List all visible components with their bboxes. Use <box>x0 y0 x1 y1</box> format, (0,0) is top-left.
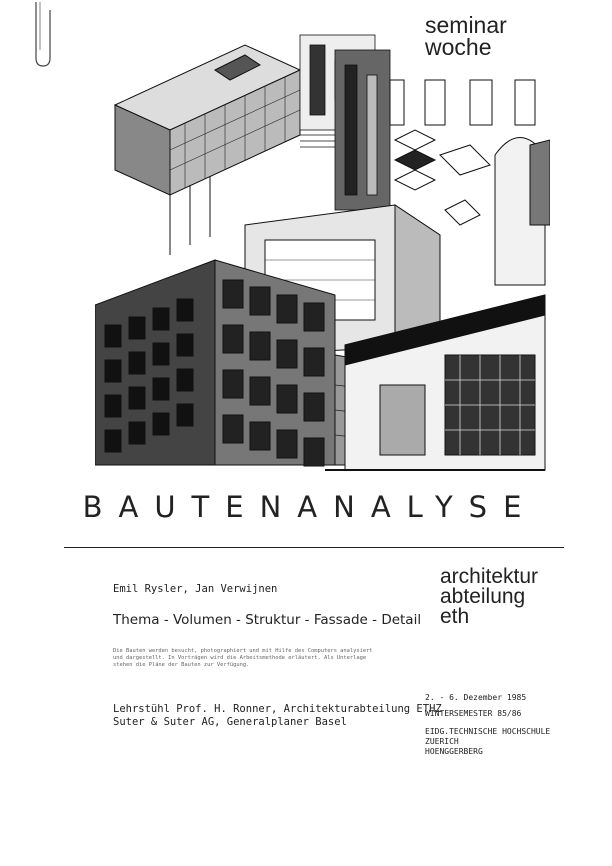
department-line-3: eth <box>440 605 470 628</box>
chair-credits <box>113 703 442 729</box>
department-heading <box>440 567 600 627</box>
architecture-collage <box>95 25 550 480</box>
document-title: BAUTENANALYSE <box>82 490 538 524</box>
woche-line: woche <box>425 34 492 60</box>
chair-line-1: Lehrstühl Prof. H. Ronner, Architekturabteilung ETHZ <box>113 703 442 715</box>
seminar-line: seminar <box>425 12 507 38</box>
school-line-3: HOENGGERBERG <box>425 747 483 756</box>
department-line-1: architektur <box>440 565 539 588</box>
theme-line: Thema - Volumen - Struktur - Fassade - Detail <box>113 612 422 628</box>
paper-clip-mark <box>28 0 58 70</box>
department-line-2: abteilung <box>440 585 526 608</box>
description-line-3: stehen die Pläne der Bauten zur Verfügung. <box>113 662 250 668</box>
chair-line-2: Suter & Suter AG, Generalplaner Basel <box>113 716 347 728</box>
event-date: 2. - 6. Dezember 1985 <box>425 693 527 702</box>
semester-label: WINTERSEMESTER 85/86 <box>425 709 522 718</box>
horizontal-divider <box>64 547 564 548</box>
school-line-2: ZUERICH <box>425 737 459 746</box>
seminar-heading <box>425 14 575 58</box>
description-line-1: Die Bauten werden besucht, photographiert und mit Hilfe des Computers analysiert <box>113 648 373 654</box>
description-text <box>113 648 403 669</box>
event-info <box>425 693 550 757</box>
authors-line: Emil Rysler, Jan Verwijnen <box>113 583 278 595</box>
school-line-1: EIDG.TECHNISCHE HOCHSCHULE <box>425 727 551 736</box>
description-line-2: und dargestellt. In Vorträgen wird die Arbeitsmethode erläutert. Als Unterlage <box>113 655 367 661</box>
tower-detail <box>335 50 390 210</box>
